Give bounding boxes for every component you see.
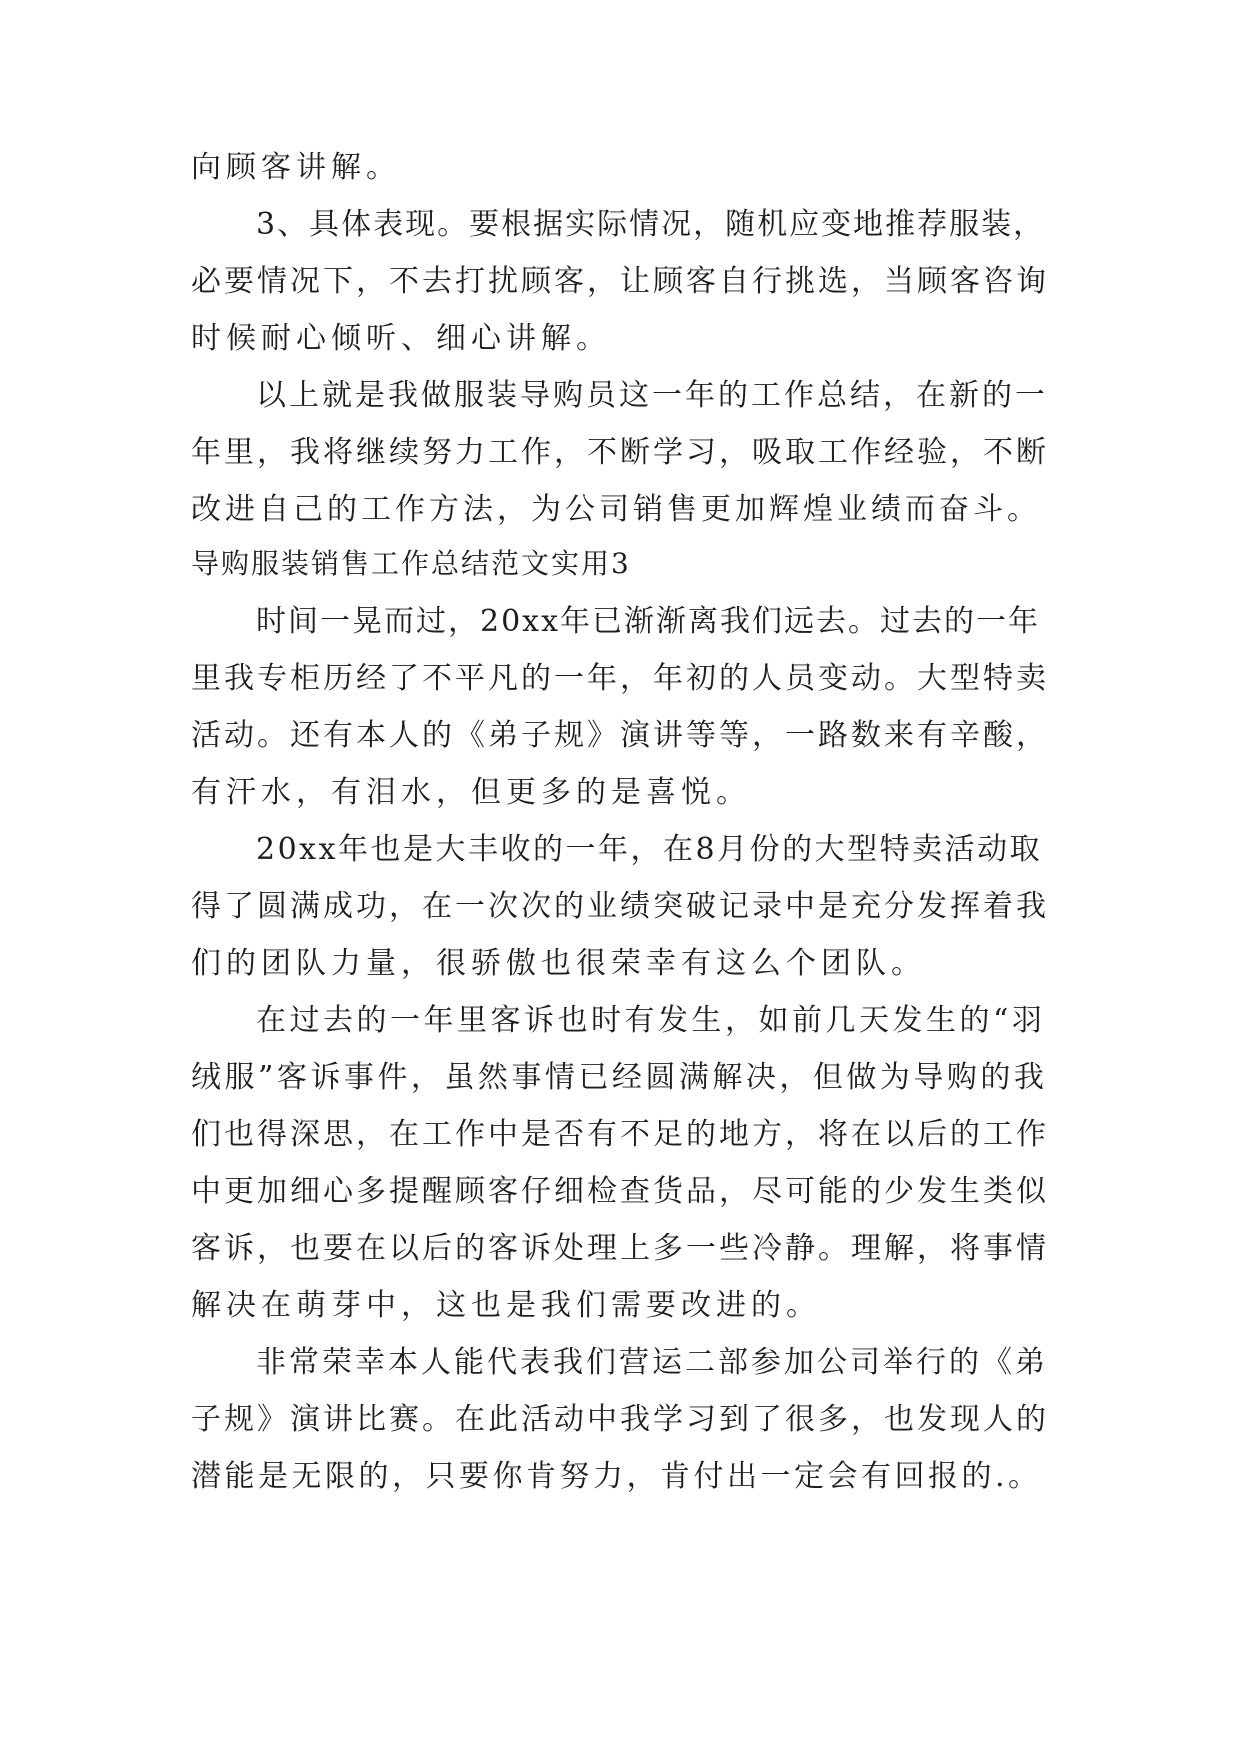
paragraph-line: 以上就是我做服装导购员这一年的工作总结，在新的一 [256, 378, 1048, 413]
section-heading: 导购服装销售工作总结范文实用3 [191, 547, 631, 580]
paragraph-line: 们的团队力量，很骄傲也很荣幸有这么个团队。 [191, 946, 926, 981]
paragraph-line: 3、具体表现。要根据实际情况，随机应变地推荐服装， [256, 207, 1046, 242]
paragraph-line: 必要情况下，不去打扰顾客，让顾客自行挑选，当顾客咨询 [191, 264, 1049, 299]
paragraph-line: 改进自己的工作方法，为公司销售更加辉煌业绩而奋斗。 [191, 492, 1041, 527]
paragraph-line: 时候耐心倾听、细心讲解。 [191, 321, 611, 356]
paragraph-line: 非常荣幸本人能代表我们营运二部参加公司举行的《弟 [256, 1345, 1048, 1380]
paragraph-line: 潜能是无限的，只要你肯努力，肯付出一定会有回报的.。 [191, 1459, 1042, 1494]
paragraph-line: 向顾客讲解。 [191, 150, 401, 185]
paragraph-line: 客诉，也要在以后的客诉处理上多一些冷静。理解，将事情 [191, 1231, 1049, 1266]
paragraph-line: 年里，我将继续努力工作，不断学习，吸取工作经验，不断 [191, 435, 1049, 470]
paragraph-line: 得了圆满成功，在一次次的业绩突破记录中是充分发挥着我 [191, 889, 1049, 924]
paragraph-line: 里我专柜历经了不平凡的一年，年初的人员变动。大型特卖 [191, 661, 1049, 696]
paragraph-line: 20xx年也是大丰收的一年，在8月份的大型特卖活动取 [256, 832, 1043, 867]
paragraph-line: 活动。还有本人的《弟子规》演讲等等，一路数来有辛酸， [191, 718, 1049, 753]
paragraph-line: 在过去的一年里客诉也时有发生，如前几天发生的“羽 [256, 1003, 1046, 1038]
paragraph-line: 子规》演讲比赛。在此活动中我学习到了很多，也发现人的 [191, 1402, 1049, 1437]
paragraph-line: 中更加细心多提醒顾客仔细检查货品，尽可能的少发生类似 [191, 1174, 1049, 1209]
paragraph-line: 们也得深思，在工作中是否有不足的地方，将在以后的工作 [191, 1117, 1049, 1152]
paragraph-line: 有汗水，有泪水，但更多的是喜悦。 [191, 775, 751, 810]
paragraph-line: 解决在萌芽中，这也是我们需要改进的。 [191, 1288, 821, 1323]
paragraph-line: 时间一晃而过，20xx年已渐渐离我们远去。过去的一年 [256, 604, 1041, 639]
paragraph-line: 绒服”客诉事件，虽然事情已经圆满解决，但做为导购的我 [191, 1060, 1048, 1095]
